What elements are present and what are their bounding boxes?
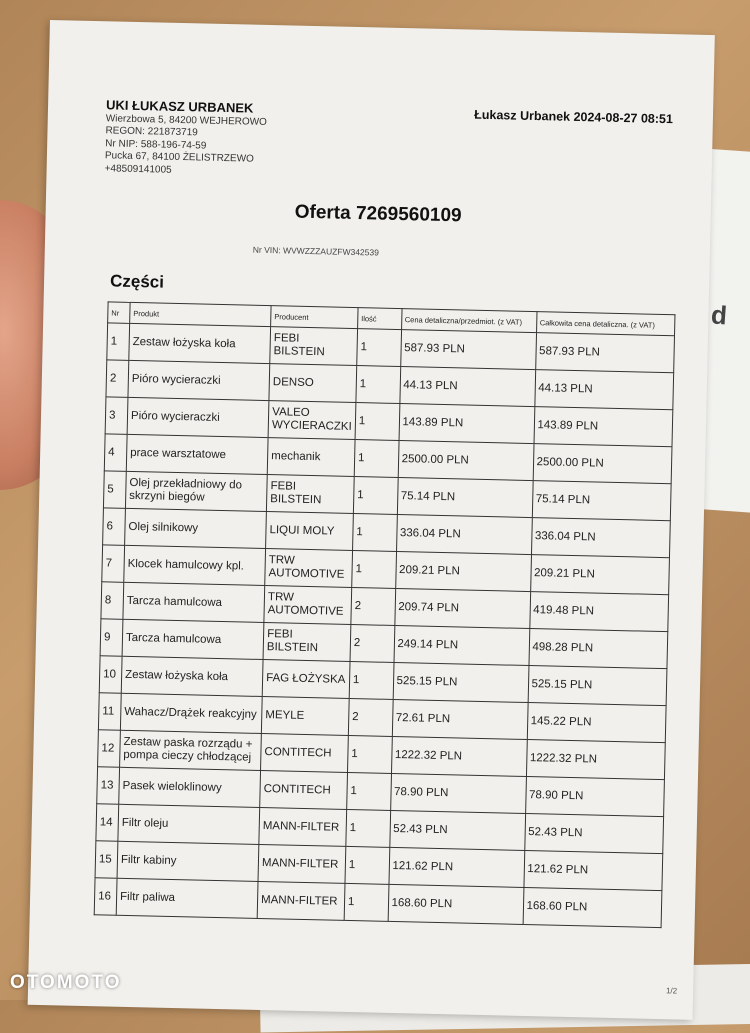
parts-table	[94, 301, 676, 928]
cell-quantity: 1	[352, 514, 396, 552]
cell-unit-price: 336.04 PLN	[396, 514, 532, 554]
vin-number: Nr VIN: WVWZZZAUZFW342539	[252, 244, 380, 258]
cell-nr: 6	[103, 508, 126, 545]
cell-manufacturer: FEBI BILSTEIN	[263, 623, 351, 662]
header-nr: Nr	[108, 302, 130, 323]
cell-nr: 13	[97, 767, 120, 804]
cell-product: Tarcza hamulcowa	[123, 582, 265, 622]
cell-manufacturer: DENSO	[269, 364, 357, 403]
offer-title: Oferta 7269560109	[294, 201, 462, 227]
cell-product: Filtr paliwa	[116, 878, 258, 918]
cell-product: Zestaw łożyska koła	[129, 323, 271, 363]
company-info	[104, 99, 267, 179]
company-name: UKI ŁUKASZ URBANEK	[105, 97, 254, 116]
cell-quantity: 1	[349, 661, 393, 699]
cell-total-price: 168.60 PLN	[523, 887, 662, 927]
cell-quantity: 2	[348, 698, 392, 736]
author-date: Łukasz Urbanek 2024-08-27 08:51	[474, 107, 674, 127]
background-paper-text: d	[710, 299, 728, 331]
cell-unit-price: 143.89 PLN	[399, 404, 535, 444]
cell-manufacturer: LIQUI MOLY	[266, 512, 354, 551]
cell-unit-price: 2500.00 PLN	[398, 441, 534, 481]
cell-total-price: 145.22 PLN	[527, 703, 666, 743]
cell-total-price: 121.62 PLN	[523, 850, 662, 890]
cell-quantity: 2	[350, 624, 394, 662]
cell-total-price: 525.15 PLN	[528, 666, 667, 706]
cell-unit-price: 1222.32 PLN	[391, 736, 527, 776]
cell-total-price: 52.43 PLN	[524, 813, 663, 853]
cell-quantity: 1	[347, 735, 391, 773]
cell-nr: 10	[99, 656, 122, 693]
cell-product: Olej przekładniowy do skrzyni biegów	[125, 471, 267, 511]
cell-manufacturer: FAG ŁOŻYSKA	[262, 659, 350, 698]
cell-product: Wahacz/Drążek reakcyjny	[120, 693, 262, 733]
cell-unit-price: 44.13 PLN	[399, 367, 535, 407]
cell-total-price: 498.28 PLN	[528, 629, 667, 669]
cell-nr: 14	[96, 804, 119, 841]
company-regon: REGON: 221873719	[105, 125, 198, 139]
parts-table-body	[94, 323, 674, 928]
cell-nr: 16	[94, 878, 117, 915]
cell-product: Zestaw paska rozrządu + pompa cieczy chłodzącej	[120, 730, 262, 770]
otomoto-watermark: OTOMOTO	[10, 972, 122, 993]
cell-quantity: 1	[355, 403, 399, 441]
cell-product: prace warsztatowe	[126, 434, 268, 474]
cell-unit-price: 121.62 PLN	[388, 847, 524, 887]
cell-quantity: 1	[347, 772, 391, 810]
header-product: Produkt	[130, 302, 272, 326]
cell-product: Zestaw łożyska koła	[121, 656, 263, 696]
section-title: Części	[109, 271, 165, 292]
cell-nr: 9	[100, 619, 123, 656]
company-nip: Nr NIP: 588-196-74-59	[105, 137, 207, 152]
cell-total-price: 336.04 PLN	[531, 518, 670, 558]
cell-product: Klocek hamulcowy kpl.	[124, 545, 266, 585]
cell-nr: 8	[101, 582, 124, 619]
cell-quantity: 1	[354, 440, 398, 478]
header-quantity: Ilość	[357, 308, 401, 330]
header-total-price: Całkowita cena detaliczna. (z VAT)	[536, 312, 675, 336]
cell-nr: 3	[105, 397, 128, 434]
cell-product: Pióro wycieraczki	[128, 360, 270, 400]
cell-manufacturer: TRW AUTOMOTIVE	[265, 549, 353, 588]
cell-total-price: 419.48 PLN	[529, 592, 668, 632]
cell-quantity: 1	[346, 809, 390, 847]
cell-total-price: 587.93 PLN	[535, 333, 674, 373]
cell-quantity: 2	[351, 587, 395, 625]
cell-nr: 11	[98, 693, 121, 730]
cell-manufacturer: MANN-FILTER	[259, 807, 347, 846]
cell-unit-price: 209.74 PLN	[394, 588, 530, 628]
cell-manufacturer: MEYLE	[261, 696, 349, 735]
header-unit-price: Cena detaliczna/przedmiot. (z VAT)	[401, 309, 536, 333]
cell-unit-price: 209.21 PLN	[395, 551, 531, 591]
offer-document	[28, 20, 715, 1020]
cell-total-price: 75.14 PLN	[532, 481, 671, 521]
cell-product: Olej silnikowy	[125, 508, 267, 548]
cell-nr: 1	[107, 323, 130, 360]
cell-manufacturer: VALEO WYCIERACZKI	[268, 401, 356, 440]
cell-quantity: 1	[357, 329, 401, 367]
cell-product: Pasek wieloklinowy	[119, 767, 261, 807]
cell-manufacturer: mechanik	[267, 438, 355, 477]
cell-manufacturer: FEBI BILSTEIN	[266, 475, 354, 514]
cell-nr: 2	[106, 360, 129, 397]
company-address: Wierzbowa 5, 84200 WEJHEROWO	[105, 112, 268, 128]
cell-total-price: 44.13 PLN	[534, 370, 673, 410]
cell-manufacturer: TRW AUTOMOTIVE	[264, 586, 352, 625]
cell-unit-price: 525.15 PLN	[393, 662, 529, 702]
header-manufacturer: Producent	[271, 306, 358, 329]
cell-unit-price: 75.14 PLN	[397, 478, 533, 518]
cell-quantity: 1	[353, 477, 397, 515]
cell-quantity: 1	[352, 550, 396, 588]
cell-total-price: 78.90 PLN	[525, 776, 664, 816]
cell-quantity: 1	[344, 883, 388, 921]
cell-nr: 12	[98, 730, 121, 767]
company-phone: +48509141005	[104, 162, 172, 176]
cell-nr: 15	[95, 841, 118, 878]
cell-product: Tarcza hamulcowa	[122, 619, 264, 659]
cell-manufacturer: MANN-FILTER	[257, 881, 345, 920]
cell-manufacturer: MANN-FILTER	[258, 844, 346, 883]
cell-manufacturer: FEBI BILSTEIN	[270, 327, 358, 366]
cell-unit-price: 587.93 PLN	[400, 330, 536, 370]
cell-unit-price: 249.14 PLN	[394, 625, 530, 665]
page-number: 1/2	[665, 986, 678, 996]
cell-product: Filtr oleju	[118, 804, 260, 844]
company-branch-address: Pucka 67, 84100 ŻELISTRZEWO	[104, 150, 254, 165]
cell-product: Pióro wycieraczki	[127, 397, 269, 437]
cell-manufacturer: CONTITECH	[261, 733, 349, 772]
cell-total-price: 2500.00 PLN	[533, 444, 672, 484]
cell-nr: 4	[104, 434, 127, 471]
cell-manufacturer: CONTITECH	[260, 770, 348, 809]
cell-total-price: 143.89 PLN	[534, 407, 673, 447]
cell-unit-price: 52.43 PLN	[389, 810, 525, 850]
cell-quantity: 1	[356, 366, 400, 404]
cell-unit-price: 72.61 PLN	[392, 699, 528, 739]
cell-unit-price: 78.90 PLN	[390, 773, 526, 813]
cell-nr: 5	[103, 471, 126, 508]
cell-nr: 7	[102, 545, 125, 582]
cell-quantity: 1	[345, 846, 389, 884]
cell-total-price: 209.21 PLN	[530, 555, 669, 595]
cell-total-price: 1222.32 PLN	[526, 740, 665, 780]
cell-product: Filtr kabiny	[117, 841, 259, 881]
cell-unit-price: 168.60 PLN	[388, 884, 524, 924]
